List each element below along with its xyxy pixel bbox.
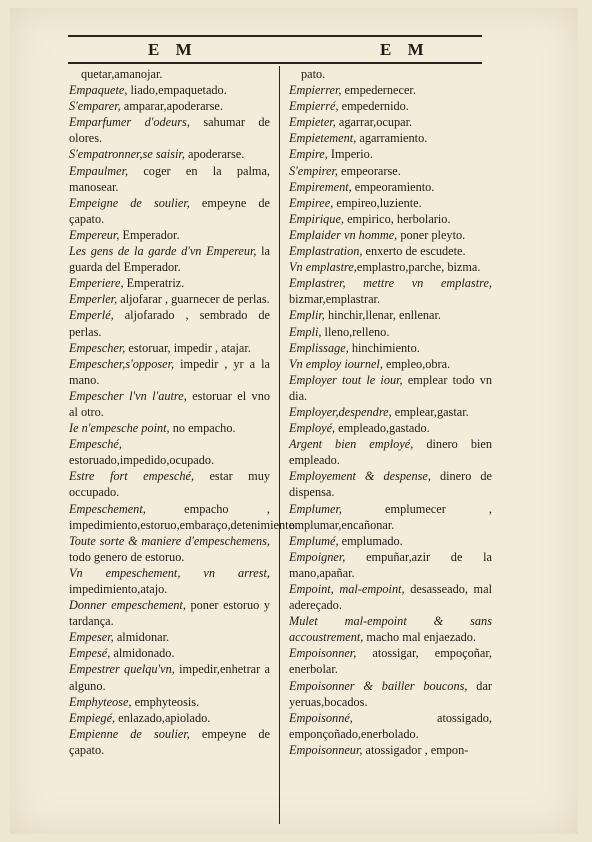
entry-headword: S'empatronner,se saisir, (69, 147, 185, 162)
entry-definition: dar yeruas,bocados. (289, 678, 492, 709)
entry-headword: Empaulmer, (69, 163, 129, 178)
dictionary-entry (69, 275, 270, 291)
entry-headword: Toute sorte & maniere d'empeschemens, (69, 533, 270, 548)
entry-headword: Empietement, (289, 131, 357, 146)
dictionary-entry (69, 436, 270, 468)
entry-headword: Emperiere, (69, 276, 124, 291)
entry-headword: Employé, (289, 421, 336, 436)
dictionary-entry (289, 613, 492, 645)
entry-definition: dinero de dispensa. (289, 469, 492, 500)
entry-headword: Argent bien employé, (289, 437, 414, 452)
dictionary-entry (69, 468, 270, 500)
entry-definition: bizmar,emplastrar. (289, 292, 381, 307)
dictionary-entry (289, 259, 492, 275)
entry-headword: S'emparer, (69, 99, 121, 114)
entry-headword: Emplastrer, mettre vn emplastre, (289, 276, 492, 291)
entry-headword: Empescher,s'opposer, (69, 356, 175, 371)
entry-definition: amparar,apoderarse. (120, 99, 223, 114)
dictionary-entry (69, 291, 270, 307)
entry-headword: Empoint, mal-empoint, (289, 582, 405, 596)
dictionary-entry (289, 436, 492, 468)
entry-headword: Empestrer quelqu'vn, (69, 662, 175, 677)
entry-headword: Vn empeschement, vn arrest, (69, 565, 270, 580)
entry-definition: impedir,enhetrar a alguno. (69, 662, 270, 693)
entry-headword: Empienne de soulier, (69, 726, 190, 741)
entry-headword: Les gens de la garde d'vn Empereur, (69, 244, 257, 259)
entry-definition: estar muy occupado. (69, 469, 270, 500)
entry-definition: atossigador , empon- (362, 742, 469, 757)
entry-headword: Employer tout le iour, (289, 372, 403, 387)
dictionary-entry (69, 243, 270, 275)
entry-headword: Emplissage, (289, 340, 349, 355)
dictionary-entry (289, 404, 492, 420)
entry-definition: atossigar, empoçoñar, enerbolar. (289, 646, 492, 677)
entry-headword: Empierrer, (289, 83, 342, 98)
entry-headword: Employer,despendre, (289, 404, 392, 419)
entry-headword: Vn employ iournel, (289, 356, 383, 371)
entry-definition: dinero bien empleado. (289, 437, 492, 468)
entry-headword: Empirement, (289, 179, 352, 194)
entry-headword: Empierré, (289, 99, 339, 114)
dictionary-entry (69, 195, 270, 227)
entry-definition: emplumado. (338, 533, 403, 548)
entry-definition: almidonado. (110, 646, 175, 661)
dictionary-entry (289, 356, 492, 372)
entry-definition: empeorarse. (337, 163, 401, 178)
dictionary-entry (289, 146, 492, 162)
column-divider (279, 66, 280, 824)
entry-headword: Emparfumer d'odeurs, (69, 115, 190, 130)
entry-headword: Empirique, (289, 211, 344, 226)
entry-definition: aljofarar , guarnecer de perlas. (117, 292, 270, 307)
dictionary-entry (289, 114, 492, 130)
dictionary-entry (69, 726, 270, 758)
entry-headword: Empaquete, (69, 83, 128, 98)
entry-headword: Empoisonné, (289, 710, 353, 725)
entry-definition: estoruado,impedido,ocupado. (69, 453, 215, 468)
entry-definition: empleo,obra. (382, 356, 451, 371)
entry-definition: empireo,luziente. (333, 195, 422, 210)
dictionary-entry (289, 98, 492, 114)
entry-headword: Emphyteose, (69, 694, 132, 709)
dictionary-entry (69, 388, 270, 420)
dictionary-entry (289, 340, 492, 356)
dictionary-entry (69, 340, 270, 356)
entry-definition: empeyne de çapato. (69, 195, 270, 226)
entry-definition: todo genero de estoruo. (69, 549, 185, 564)
dictionary-entry (289, 581, 492, 613)
dictionary-entry (69, 82, 270, 98)
entry-headword: Donner empeschement, (69, 598, 186, 613)
entry-headword: Emperlé, (69, 308, 114, 323)
entry-definition: aljofarado , sembrado de perlas. (69, 308, 270, 339)
entry-headword: Empesé, (69, 646, 111, 661)
entry-headword: Empiegé, (69, 710, 116, 725)
running-head-right: E M (380, 40, 430, 59)
entry-definition: poner estoruo y tardança. (69, 598, 270, 629)
entry-definition: enxerto de escudete. (362, 244, 466, 259)
entry-headword: Empli, (289, 324, 322, 339)
entry-definition: agarrar,ocupar. (335, 115, 413, 130)
entry-definition: no empacho. (169, 421, 236, 436)
right-column (289, 66, 492, 758)
entry-definition: emplumecer , emplumar,encañonar. (289, 501, 492, 532)
entry-headword: Emperler, (69, 292, 118, 307)
entry-definition: almidonar. (113, 630, 170, 645)
entry-definition: hinchimiento. (348, 340, 420, 355)
entry-headword: Emplumer, (289, 501, 342, 516)
entry-headword: Empoisonneur, (289, 742, 363, 757)
entry-headword: Empiree, (289, 195, 334, 210)
running-head-left: E M (148, 40, 198, 59)
dictionary-entry (69, 565, 270, 597)
entry-headword: Empescher, (69, 340, 126, 355)
entry-headword: Ie n'empesche point, (69, 421, 170, 436)
dictionary-entry (289, 372, 492, 404)
dictionary-entry (69, 227, 270, 243)
entry-definition: liado,empaquetado. (127, 83, 227, 98)
entry-definition: emphyteosis. (131, 694, 200, 709)
dictionary-entry (69, 710, 270, 726)
entry-definition: empacho , impedimiento,estoruo,embaraço,detenimiento. (69, 501, 298, 532)
dictionary-entry (289, 645, 492, 677)
dictionary-entry (69, 645, 270, 661)
dictionary-entry (289, 163, 492, 179)
entry-headword: Empeser, (69, 630, 114, 645)
left-column (69, 66, 298, 758)
dictionary-entry (289, 468, 492, 500)
entry-definition: empeyne de çapato. (69, 726, 270, 757)
entry-headword: Empeigne de soulier, (69, 195, 190, 210)
dictionary-entry (69, 146, 270, 162)
entry-definition: la guarda del Emperador. (69, 244, 271, 275)
entry-definition: Imperio. (327, 147, 373, 162)
dictionary-entry (289, 678, 492, 710)
entry-definition: emplear todo vn dia. (289, 372, 493, 403)
dictionary-entry (289, 275, 492, 307)
dictionary-entry (69, 420, 270, 436)
entry-headword: Estre fort empesché, (69, 469, 195, 484)
entry-definition: sahumar de olores. (69, 115, 270, 146)
entry-definition: poner pleyto. (397, 227, 466, 242)
entry-definition: macho mal enjaezado. (363, 630, 476, 645)
dictionary-entry (69, 661, 270, 693)
entry-definition: emplastro,parche, bizma. (356, 260, 481, 275)
dictionary-entry (289, 420, 492, 436)
entry-definition: empirico, herbolario. (344, 211, 451, 226)
dictionary-entry (289, 195, 492, 211)
entry-headword: Empire, (289, 147, 328, 162)
dictionary-entry (289, 130, 492, 146)
entry-definition: estoruar el vno al otro. (69, 388, 270, 419)
entry-definition: estoruar, impedir , atajar. (125, 340, 251, 355)
dictionary-entry (69, 98, 270, 114)
entry-definition: impedimiento,atajo. (69, 582, 168, 596)
entry-definition: empedernido. (338, 99, 409, 114)
entry-definition: empleado,gastado. (335, 421, 430, 436)
entry-headword: Empoisonner, (289, 646, 357, 661)
entry-definition: empedernecer. (341, 83, 416, 98)
entry-headword: Emplumé, (289, 533, 339, 548)
dictionary-entry (289, 710, 492, 742)
header-rule-bottom (68, 62, 482, 64)
dictionary-entry (69, 356, 270, 388)
dictionary-entry (289, 307, 492, 323)
entry-definition: empuñar,azir de la mano,apañar. (289, 549, 492, 580)
entry-definition: agarramiento. (356, 131, 428, 146)
dictionary-entry (69, 66, 270, 82)
dictionary-entry (289, 742, 492, 758)
entry-headword: Emplaider vn homme, (289, 227, 398, 242)
dictionary-entry (69, 114, 270, 146)
entry-definition: enlazado,apiolado. (115, 710, 211, 725)
entry-headword: Emplir, (289, 308, 325, 323)
entry-headword: Empeschement, (69, 501, 146, 516)
entry-definition: coger en la palma, manosear. (69, 163, 270, 194)
dictionary-entry (289, 501, 492, 533)
dictionary-entry (69, 597, 270, 629)
dictionary-entry (289, 179, 492, 195)
entry-headword: Empieter, (289, 115, 336, 130)
dictionary-entry (69, 694, 270, 710)
dictionary-entry (69, 533, 270, 565)
entry-headword: Employement & despense, (289, 469, 431, 484)
entry-definition: Emperatriz. (123, 276, 185, 291)
entry-definition: lleno,relleno. (321, 324, 390, 339)
dictionary-entry (69, 629, 270, 645)
dictionary-entry (69, 501, 298, 533)
entry-definition: desasseado, mal adereçado. (289, 582, 492, 613)
entry-definition: quetar,amanojar. (81, 67, 163, 81)
entry-definition: apoderarse. (184, 147, 245, 162)
entry-headword: Empescher l'vn l'autre, (69, 388, 187, 403)
dictionary-entry (289, 211, 492, 227)
dictionary-entry (69, 163, 270, 195)
entry-definition: emplear,gastar. (391, 404, 469, 419)
dictionary-entry (289, 66, 492, 82)
entry-headword: Empoisonner & bailler boucons, (289, 678, 468, 693)
dictionary-entry (289, 243, 492, 259)
entry-headword: Mulet mal-empoint & sans accoustrement, (289, 614, 492, 645)
entry-headword: Empesché, (69, 437, 122, 452)
entry-headword: S'empirer, (289, 163, 338, 178)
entry-headword: Empoigner, (289, 549, 346, 564)
dictionary-entry (289, 324, 492, 340)
entry-headword: Empereur, (69, 227, 120, 242)
entry-headword: Emplastration, (289, 244, 363, 259)
entry-definition: Emperador. (119, 227, 180, 242)
entry-definition: hinchir,llenar, enllenar. (324, 308, 442, 323)
dictionary-entry (69, 307, 270, 339)
entry-definition: atossigado, emponçoñado,enerbolado. (289, 710, 492, 741)
dictionary-entry (289, 533, 492, 549)
header-rule-top (68, 35, 482, 37)
entry-definition: impedir , yr a la mano. (69, 356, 270, 387)
entry-headword: Vn emplastre, (289, 260, 357, 275)
dictionary-entry (289, 82, 492, 98)
entry-definition: empeoramiento. (351, 179, 435, 194)
entry-definition: pato. (301, 67, 326, 81)
dictionary-entry (289, 227, 492, 243)
dictionary-entry (289, 549, 492, 581)
